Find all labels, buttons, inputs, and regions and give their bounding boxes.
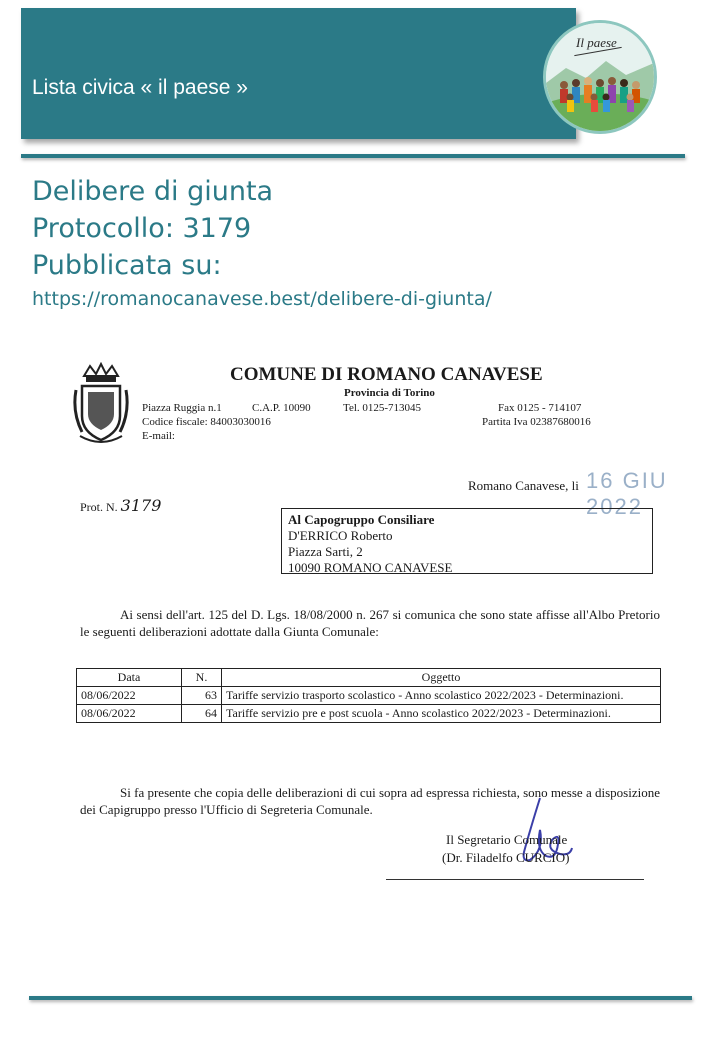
recipient-box bbox=[281, 508, 653, 574]
signature-line bbox=[386, 879, 644, 880]
row-subject: Tariffe servizio trasporto scolastico - Anno scolastico 2022/2023 - Determinazioni. bbox=[222, 687, 661, 705]
comune-name: COMUNE DI ROMANO CANAVESE bbox=[230, 364, 543, 385]
page-title: Delibere di giunta bbox=[32, 176, 274, 207]
scanned-document bbox=[60, 350, 680, 910]
header-n: N. bbox=[182, 669, 222, 687]
row-date: 08/06/2022 bbox=[77, 705, 182, 723]
logo bbox=[543, 20, 657, 134]
comune-address: Piazza Ruggia n.1 bbox=[142, 402, 222, 414]
logo-text: Il paese bbox=[576, 35, 617, 50]
header-data: Data bbox=[77, 669, 182, 687]
comune-cap: C.A.P. 10090 bbox=[252, 402, 311, 414]
bottom-divider bbox=[29, 996, 692, 1000]
email-label: E-mail: bbox=[142, 430, 175, 442]
signer-role: Il Segretario Comunale bbox=[446, 832, 568, 847]
signer-name: (Dr. Filadelfo CURCIO) bbox=[442, 850, 570, 865]
deliberations-table bbox=[76, 668, 661, 723]
protocol-number: Protocollo: 3179 bbox=[32, 213, 252, 244]
header-banner bbox=[21, 8, 576, 139]
comune-fax: Fax 0125 - 714107 bbox=[498, 402, 582, 414]
published-label: Pubblicata su: bbox=[32, 250, 222, 281]
provincia: Provincia di Torino bbox=[344, 387, 435, 399]
protocol-label: Prot. N. bbox=[80, 500, 118, 514]
table-header-row bbox=[77, 669, 661, 687]
row-date: 08/06/2022 bbox=[77, 687, 182, 705]
comune-tel: Tel. 0125-713045 bbox=[343, 402, 422, 414]
recipient-city: 10090 ROMANO CANAVESE bbox=[288, 560, 453, 575]
banner-title: Lista civica « il paese » bbox=[32, 76, 248, 99]
protocol-line bbox=[80, 496, 161, 515]
header-oggetto: Oggetto bbox=[222, 669, 661, 687]
top-divider bbox=[21, 154, 685, 158]
row-subject: Tariffe servizio pre e post scuola - Anno scolastico 2022/2023 - Determinazioni. bbox=[222, 705, 661, 723]
recipient-street: Piazza Sarti, 2 bbox=[288, 544, 363, 559]
row-number: 64 bbox=[182, 705, 222, 723]
date-stamp: 16 GIU 2022 bbox=[586, 468, 668, 519]
table-row bbox=[77, 705, 661, 723]
table-row bbox=[77, 687, 661, 705]
partita-iva: Partita Iva 02387680016 bbox=[482, 416, 591, 428]
intro-paragraph: Ai sensi dell'art. 125 del D. Lgs. 18/08/2000 n. 267 si comunica che sono state affisse all'Albo Pretorio le seguenti deliberazioni adottate dalla Giunta Comunale: bbox=[80, 607, 660, 639]
publication-url[interactable]: https://romanocanavese.best/delibere-di-giunta/ bbox=[32, 288, 492, 310]
closing-paragraph: Si fa presente che copia delle deliberazioni di cui sopra ad espressa richiesta, sono messe a disposizione dei Capigruppo presso l'Ufficio di Segreteria Comunale. bbox=[80, 785, 660, 817]
recipient-name: D'ERRICO Roberto bbox=[288, 528, 393, 543]
recipient-title: Al Capogruppo Consiliare bbox=[288, 512, 435, 527]
coat-of-arms-icon bbox=[72, 362, 130, 446]
codice-fiscale: Codice fiscale: 84003030016 bbox=[142, 416, 271, 428]
protocol-handwritten-number: 3179 bbox=[120, 496, 162, 515]
row-number: 63 bbox=[182, 687, 222, 705]
place-date: Romano Canavese, li bbox=[468, 478, 579, 493]
